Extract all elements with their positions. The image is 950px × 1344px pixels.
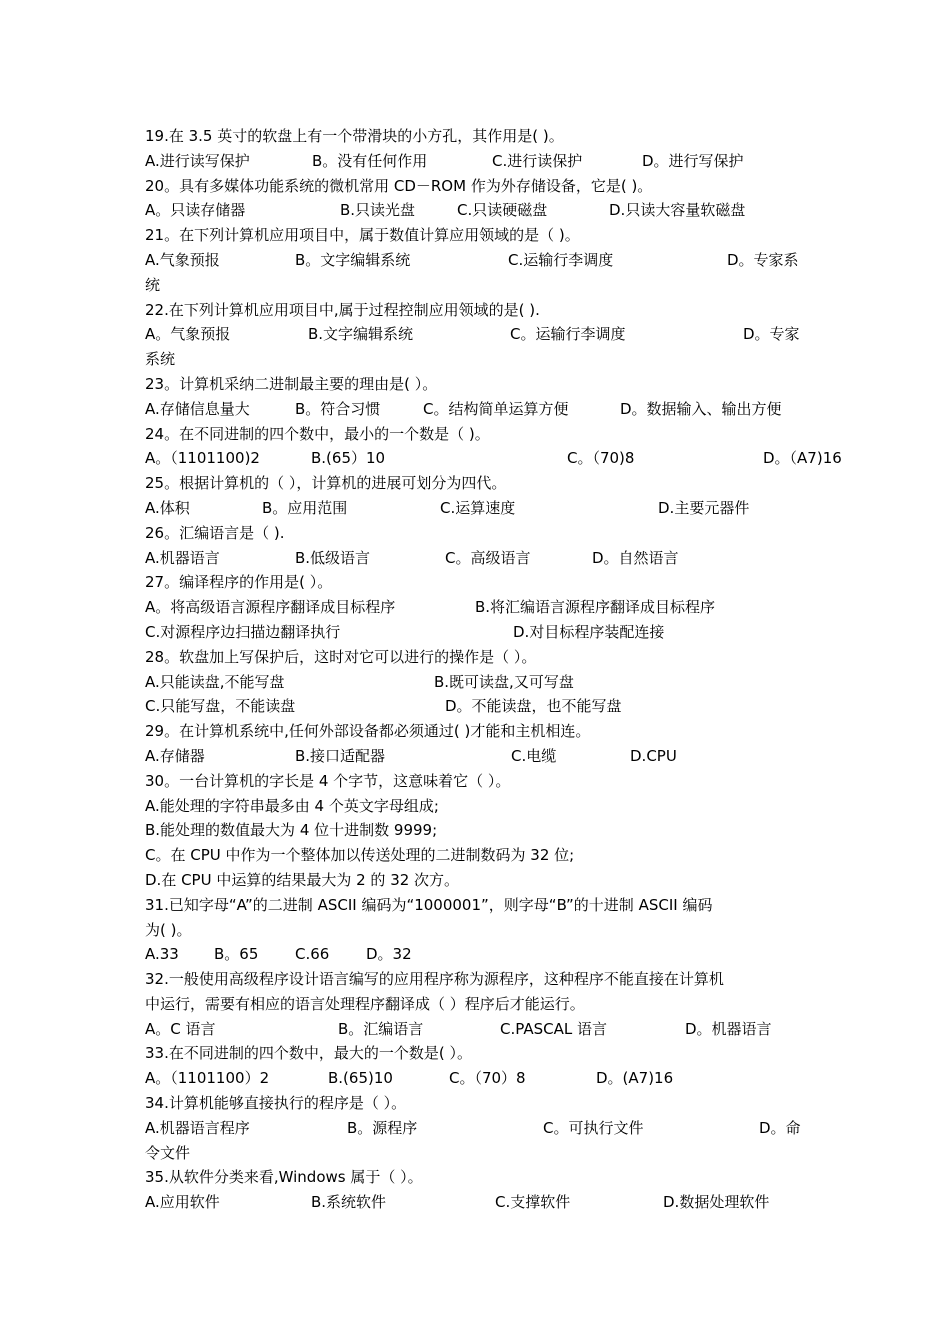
answer-option: A.存储信息量大 bbox=[145, 399, 250, 418]
answer-option: D。专家系 bbox=[727, 250, 799, 269]
question-text: 24。在不同进制的四个数中，最小的一个数是（ )。 bbox=[145, 424, 490, 443]
question-text: 27。编译程序的作用是( ）。 bbox=[145, 573, 333, 592]
question-text: 29。在计算机系统中,任何外部设备都必须通过( )才能和主机相连。 bbox=[145, 722, 591, 741]
question-text-line bbox=[145, 868, 809, 893]
question-text: 系统 bbox=[145, 350, 176, 369]
answer-option: D。(A7)16 bbox=[596, 1069, 674, 1088]
answer-options-line bbox=[145, 446, 842, 471]
answer-options-line bbox=[145, 744, 809, 769]
answer-option: D。自然语言 bbox=[592, 548, 679, 567]
answer-options-line bbox=[145, 670, 809, 695]
question-text: 为( )。 bbox=[145, 920, 192, 939]
question-text: D.在 CPU 中运算的结果最大为 2 的 32 次方。 bbox=[145, 870, 460, 889]
answer-option: B.既可读盘,又可写盘 bbox=[434, 672, 574, 691]
answer-option: A。（1101100)2 bbox=[145, 449, 260, 468]
answer-option: A.存储器 bbox=[145, 746, 205, 765]
answer-options-line bbox=[145, 1017, 809, 1042]
answer-option: B。65 bbox=[214, 945, 259, 964]
answer-option: A.应用软件 bbox=[145, 1193, 220, 1212]
answer-option: A.33 bbox=[145, 945, 179, 964]
answer-option: D。32 bbox=[366, 945, 412, 964]
question-text-line bbox=[145, 645, 809, 670]
answer-option: B。文字编辑系统 bbox=[295, 250, 411, 269]
question-text-line bbox=[145, 967, 809, 992]
answer-option: C.对源程序边扫描边翻译执行 bbox=[145, 622, 341, 641]
question-text-line bbox=[145, 570, 809, 595]
question-list bbox=[145, 124, 842, 1215]
answer-option: B.低级语言 bbox=[295, 548, 371, 567]
answer-option: C.运算速度 bbox=[440, 498, 516, 517]
answer-option: D。（A7)16 bbox=[763, 449, 842, 468]
question-text: 35.从软件分类来看,Windows 属于（ ）。 bbox=[145, 1168, 423, 1187]
question-text: 30。一台计算机的字长是 4 个字节，这意味着它（ ）。 bbox=[145, 771, 511, 790]
question-text-line bbox=[145, 298, 809, 323]
question-text-line bbox=[145, 719, 809, 744]
answer-option: A.气象预报 bbox=[145, 250, 220, 269]
answer-option: A。只读存储器 bbox=[145, 201, 246, 220]
answer-options-line bbox=[145, 496, 809, 521]
answer-options-line bbox=[145, 942, 809, 967]
question-text: 统 bbox=[145, 275, 161, 294]
question-text-line bbox=[145, 124, 809, 149]
answer-option: B.只读光盘 bbox=[340, 201, 416, 220]
question-text: C。在 CPU 中作为一个整体加以传送处理的二进制数码为 32 位; bbox=[145, 846, 575, 865]
question-text-line bbox=[145, 992, 809, 1017]
answer-option: C.电缆 bbox=[511, 746, 557, 765]
question-text: 22.在下列计算机应用项目中,属于过程控制应用领域的是( ). bbox=[145, 300, 540, 319]
answer-option: B.将汇编语言源程序翻译成目标程序 bbox=[475, 598, 716, 617]
answer-options-line bbox=[145, 1066, 809, 1091]
answer-options-line bbox=[145, 546, 809, 571]
answer-option: A。C 语言 bbox=[145, 1019, 216, 1038]
question-text: 23。计算机采纳二进制最主要的理由是( ）。 bbox=[145, 374, 438, 393]
answer-option: D.对目标程序装配连接 bbox=[513, 622, 665, 641]
question-text: 28。软盘加上写保护后，这时对它可以进行的操作是（ ）。 bbox=[145, 647, 537, 666]
question-text-line bbox=[145, 521, 809, 546]
answer-option: D。数据输入、输出方便 bbox=[620, 399, 782, 418]
question-text: 中运行，需要有相应的语言处理程序翻译成（ ）程序后才能运行。 bbox=[145, 994, 585, 1013]
answer-option: C.66 bbox=[295, 945, 330, 964]
answer-option: A.体积 bbox=[145, 498, 190, 517]
answer-option: C.支撑软件 bbox=[495, 1193, 571, 1212]
answer-option: A。将高级语言源程序翻译成目标程序 bbox=[145, 598, 396, 617]
question-text: 令文件 bbox=[145, 1143, 191, 1162]
answer-option: C。结构简单运算方便 bbox=[423, 399, 569, 418]
question-text: 25。根据计算机的（ ），计算机的进展可划分为四代。 bbox=[145, 474, 507, 493]
answer-option: C。可执行文件 bbox=[543, 1118, 644, 1137]
answer-option: A.进行读写保护 bbox=[145, 151, 250, 170]
answer-option: B.系统软件 bbox=[311, 1193, 387, 1212]
answer-option: C.进行读保护 bbox=[492, 151, 583, 170]
answer-option: B。源程序 bbox=[347, 1118, 418, 1137]
answer-option: A.机器语言程序 bbox=[145, 1118, 250, 1137]
answer-option: B.接口适配器 bbox=[295, 746, 386, 765]
answer-option: C。运输行李调度 bbox=[510, 325, 626, 344]
question-text: B.能处理的数值最大为 4 位十进制数 9999; bbox=[145, 821, 438, 840]
question-text: 33.在不同进制的四个数中，最大的一个数是( ）。 bbox=[145, 1044, 472, 1063]
answer-option: C.只能写盘，不能读盘 bbox=[145, 697, 296, 716]
answer-option: B.(65）10 bbox=[311, 449, 386, 468]
answer-option: B。符合习惯 bbox=[295, 399, 381, 418]
answer-options-line bbox=[145, 694, 809, 719]
question-text-line bbox=[145, 372, 809, 397]
question-text-line bbox=[145, 818, 809, 843]
answer-option: A。（1101100）2 bbox=[145, 1069, 270, 1088]
answer-option: D。专家 bbox=[743, 325, 800, 344]
answer-option: A。气象预报 bbox=[145, 325, 231, 344]
question-text-line bbox=[145, 1041, 809, 1066]
question-text: 21。在下列计算机应用项目中，属于数值计算应用领域的是（ )。 bbox=[145, 226, 580, 245]
question-text: 34.计算机能够直接执行的程序是（ ）。 bbox=[145, 1094, 407, 1113]
question-text-line bbox=[145, 794, 809, 819]
question-text: 20。具有多媒体功能系统的微机常用 CD－ROM 作为外存储设备，它是( )。 bbox=[145, 176, 653, 195]
question-text-line bbox=[145, 843, 809, 868]
answer-option: D。进行写保护 bbox=[642, 151, 744, 170]
answer-option: C。（70）8 bbox=[449, 1069, 526, 1088]
question-text: 31.已知字母“A”的二进制 ASCII 编码为“1000001”，则字母“B”的十进制 ASCII 编码 bbox=[145, 895, 713, 914]
answer-option: B.(65)10 bbox=[328, 1069, 393, 1088]
question-text-line bbox=[145, 918, 809, 943]
answer-option: A.机器语言 bbox=[145, 548, 220, 567]
question-text-line bbox=[145, 1091, 809, 1116]
answer-option: D。不能读盘，也不能写盘 bbox=[445, 697, 622, 716]
question-text-line bbox=[145, 422, 809, 447]
answer-options-line bbox=[145, 620, 809, 645]
question-text: 26。汇编语言是（ ). bbox=[145, 523, 285, 542]
question-text-line bbox=[145, 273, 809, 298]
answer-option: B。汇编语言 bbox=[338, 1019, 424, 1038]
answer-option: D.数据处理软件 bbox=[663, 1193, 770, 1212]
answer-option: C。（70)8 bbox=[567, 449, 635, 468]
answer-option: A.只能读盘,不能写盘 bbox=[145, 672, 285, 691]
question-text: A.能处理的字符串最多由 4 个英文字母组成; bbox=[145, 796, 439, 815]
answer-option: D.只读大容量软磁盘 bbox=[609, 201, 746, 220]
question-text-line bbox=[145, 174, 809, 199]
answer-options-line bbox=[145, 595, 809, 620]
answer-option: D。命 bbox=[759, 1118, 801, 1137]
answer-option: C.PASCAL 语言 bbox=[500, 1019, 607, 1038]
answer-option: C.运输行李调度 bbox=[508, 250, 614, 269]
answer-option: D.主要元器件 bbox=[658, 498, 750, 517]
answer-option: C.只读硬磁盘 bbox=[457, 201, 548, 220]
answer-options-line bbox=[145, 1116, 809, 1141]
answer-options-line bbox=[145, 1190, 809, 1215]
answer-options-line bbox=[145, 397, 809, 422]
answer-option: C。高级语言 bbox=[445, 548, 531, 567]
answer-option: B。没有任何作用 bbox=[312, 151, 428, 170]
question-text-line bbox=[145, 223, 809, 248]
answer-option: D.CPU bbox=[630, 746, 677, 765]
answer-options-line bbox=[145, 322, 809, 347]
question-text-line bbox=[145, 769, 809, 794]
answer-options-line bbox=[145, 198, 809, 223]
answer-option: B.文字编辑系统 bbox=[308, 325, 414, 344]
answer-option: D。机器语言 bbox=[685, 1019, 772, 1038]
question-text-line bbox=[145, 893, 809, 918]
answer-option: B。应用范围 bbox=[262, 498, 348, 517]
question-text-line bbox=[145, 347, 809, 372]
question-text-line bbox=[145, 471, 809, 496]
question-text: 19.在 3.5 英寸的软盘上有一个带滑块的小方孔，其作用是( )。 bbox=[145, 127, 564, 145]
question-text-line bbox=[145, 1165, 809, 1190]
question-text-line bbox=[145, 1141, 809, 1166]
question-text: 32.一般使用高级程序设计语言编写的应用程序称为源程序，这种程序不能直接在计算机 bbox=[145, 970, 724, 989]
answer-options-line bbox=[145, 248, 809, 273]
answer-options-line bbox=[145, 149, 809, 174]
